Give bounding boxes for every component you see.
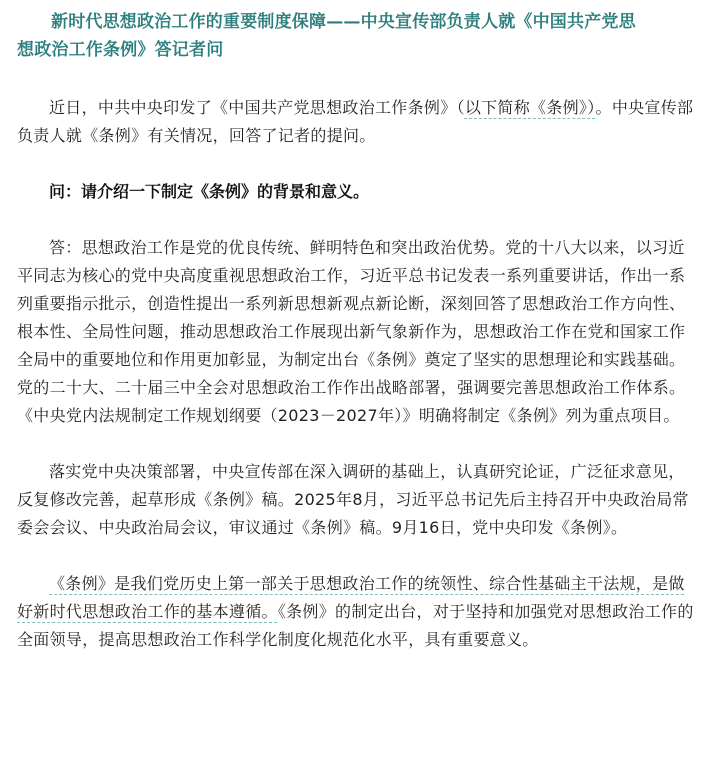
answer-paragraph-1: 答：思想政治工作是党的优良传统、鲜明特色和突出政治优势。党的十八大以来，以习近平同志为核心的党中央高度重视思想政治工作，习近平总书记发表一系列重要讲话，作出一系列重要指示批示，创造性提出一系列新思想新观点新论断，深刻回答了思想政治工作方向性、根本性、全局性问题，推动思想政治工作展现出新气象新作为，思想政治工作在党和国家工作全局中的重要地位和作用更加彰显，为制定出台《条例》奠定了坚实的思想理论和实践基础。党的二十大、二十届三中全会对思想政治工作作出战略部署，强调要完善思想政治工作体系。《中央党内法规制定工作规划纲要（2023－2027年）》明确将制定《条例》列为重点项目。 [17, 238, 686, 425]
article-title [17, 8, 699, 64]
intro-abbreviation-note: 以下简称《条例》） [464, 98, 596, 117]
intro-text-c: 。中央宣传部负责人就《条例》有关情况，回答了记者的提问。 [17, 98, 694, 145]
answer-paragraph-3 [17, 570, 699, 654]
answer-paragraph-3-highlight: 《条例》是我们党历史上第一部关于思想政治工作的统领性、综合性基础主干法规，是做好新时代思想政治工作的基本遵循。 [17, 574, 685, 621]
title-line-2: 想政治工作条例》答记者问 [17, 40, 224, 60]
question-heading: 问：请介绍一下制定《条例》的背景和意义。 [49, 182, 370, 201]
title-line-1: 新时代思想政治工作的重要制度保障——中央宣传部负责人就《中国共产党思 [51, 12, 636, 32]
intro-text-a: 近日，中共中央印发了《中国共产党思想政治工作条例》（ [49, 98, 465, 117]
answer-paragraph-2: 落实党中央决策部署，中央宣传部在深入调研的基础上，认真研究论证，广泛征求意见，反复修改完善，起草形成《条例》稿。2025年8月，习近平总书记先后主持召开中央政治局常委会会议、中央政治局会议，审议通过《条例》稿。9月16日，党中央印发《条例》。 [17, 462, 689, 537]
intro-paragraph [17, 94, 699, 150]
answer-paragraph-3-rest: 《条例》的制定出台，对于坚持和加强党对思想政治工作的全面领导，提高思想政治工作科学化制度化规范化水平，具有重要意义。 [17, 602, 694, 649]
